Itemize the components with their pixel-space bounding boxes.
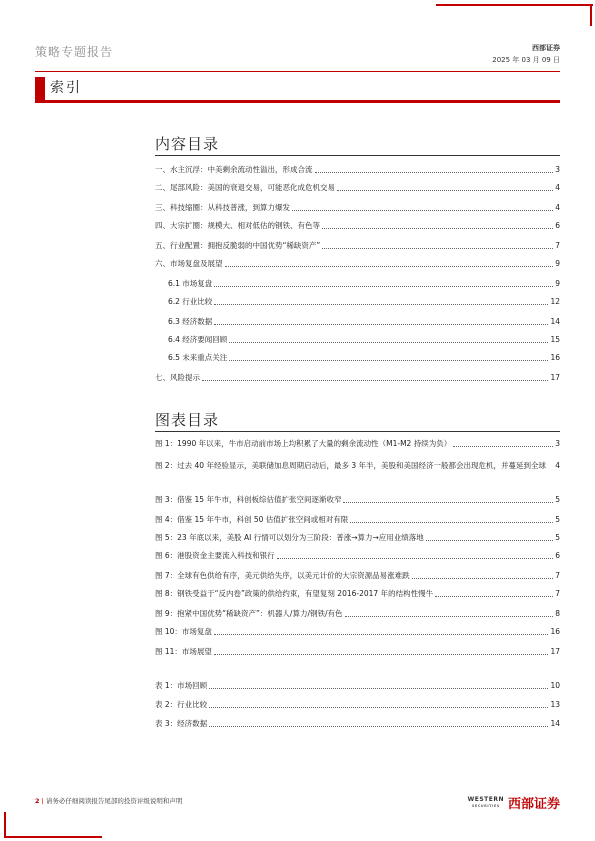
toc-title: 内容目录	[155, 135, 220, 153]
footer	[35, 796, 182, 805]
figure-item[interactable]: 图 1：1990 年以来，牛市启动前市场上均积累了大量的剩余流动性（M1-M2 持续为负） 3	[155, 439, 560, 448]
figures-title-rule	[155, 431, 560, 432]
toc-subitem[interactable]: 6.5 未来重点关注 16	[168, 353, 560, 362]
figure-item[interactable]: 图 5：23 年底以来，美股 AI 行情可以划分为三阶段：普涨→算力→应用业绩落地 5	[155, 533, 560, 542]
footer-disclaimer: 请务必仔细阅读报告尾部的投资评级说明和声明	[45, 797, 183, 805]
toc-item[interactable]: 六、市场复盘及展望 9	[155, 259, 560, 268]
toc-subitem[interactable]: 6.1 市场复盘 9	[168, 279, 560, 288]
toc-item[interactable]: 一、水主沉浮：中美剩余流动性溢出，形成合流 3	[155, 165, 560, 174]
figure-item[interactable]: 图 11：市场展望 17	[155, 647, 560, 656]
figures-title: 图表目录	[155, 411, 220, 429]
table-item[interactable]: 表 3：经济数据 14	[155, 719, 560, 728]
toc-item[interactable]: 四、大宗扩圈：规模大、相对低估的钢铁、有色等 6	[155, 221, 560, 230]
figure-item[interactable]: 图 3：借鉴 15 年牛市，科创板综估值扩张空间逐渐收窄 5	[155, 495, 560, 504]
header-rule	[35, 71, 560, 72]
toc-subitem[interactable]: 6.4 经济要闻回顾 15	[168, 335, 560, 344]
figure-item-page: 4	[555, 461, 560, 470]
report-type: 策略专题报告	[35, 45, 114, 59]
corner-frame-bottom	[4, 836, 102, 838]
figure-item[interactable]: 图 8：钢铁受益于“反内卷”政策的供给约束，有望复刻 2016-2017 年的结构性慢牛 7	[155, 589, 560, 598]
company-logo	[468, 793, 560, 812]
logo-en-text: WESTERN	[467, 795, 504, 803]
section-rule	[35, 100, 560, 103]
toc-item[interactable]: 三、科技缩圈：从科技普涨，到算力爆发 4	[155, 203, 560, 212]
figure-item[interactable]: 图 6：港股资金主要流入科技和银行 6	[155, 551, 560, 560]
report-date: 2025 年 03 月 09 日	[492, 56, 560, 64]
toc-item[interactable]: 五、行业配置：拥抱反脆弱的中国优势“稀缺资产” 7	[155, 241, 560, 250]
figure-item[interactable]: 图 9：抱紧中国优势“稀缺资产”：机器人/算力/钢铁/有色 8	[155, 609, 560, 618]
toc-subitem[interactable]: 6.2 行业比较 12	[168, 297, 560, 306]
corner-frame-left	[4, 812, 6, 838]
logo-cn: 西部证券	[507, 797, 560, 812]
footer-divider: |	[41, 797, 44, 805]
page-number: 2	[35, 797, 40, 805]
logo-en-sub: SECURITIES	[471, 803, 500, 808]
broker-name: 西部证券	[532, 44, 560, 52]
figure-item[interactable]: 图 2：过去 40 年经验显示，美联储加息周期启动后，最多 3 年半，美股和美国经济一般都会出现危机，并蔓延到全球 4	[155, 459, 560, 473]
corner-frame-right	[590, 4, 592, 26]
toc-title-rule	[155, 155, 560, 156]
logo-en	[468, 796, 504, 810]
table-item[interactable]: 表 1：市场回顾 10	[155, 681, 560, 690]
figure-item[interactable]: 图 10：市场复盘 16	[155, 627, 560, 636]
toc-subitem[interactable]: 6.3 经济数据 14	[168, 317, 560, 326]
figure-item[interactable]: 图 4：借鉴 15 年牛市，科创 50 估值扩张空间或相对有限 5	[155, 515, 560, 524]
figure-item[interactable]: 图 7：全球有色供给有序，美元供给失序，以美元计价的大宗资源品易涨难跌 7	[155, 571, 560, 580]
section-title: 索引	[50, 80, 82, 96]
toc-item[interactable]: 二、尾部风险：美国的衰退交易，可能恶化成危机交易 4	[155, 183, 560, 192]
toc-item[interactable]: 七、风险提示 17	[155, 373, 560, 382]
corner-frame-top	[436, 4, 593, 6]
section-accent-bar	[35, 77, 45, 100]
table-item[interactable]: 表 2：行业比较 13	[155, 700, 560, 709]
